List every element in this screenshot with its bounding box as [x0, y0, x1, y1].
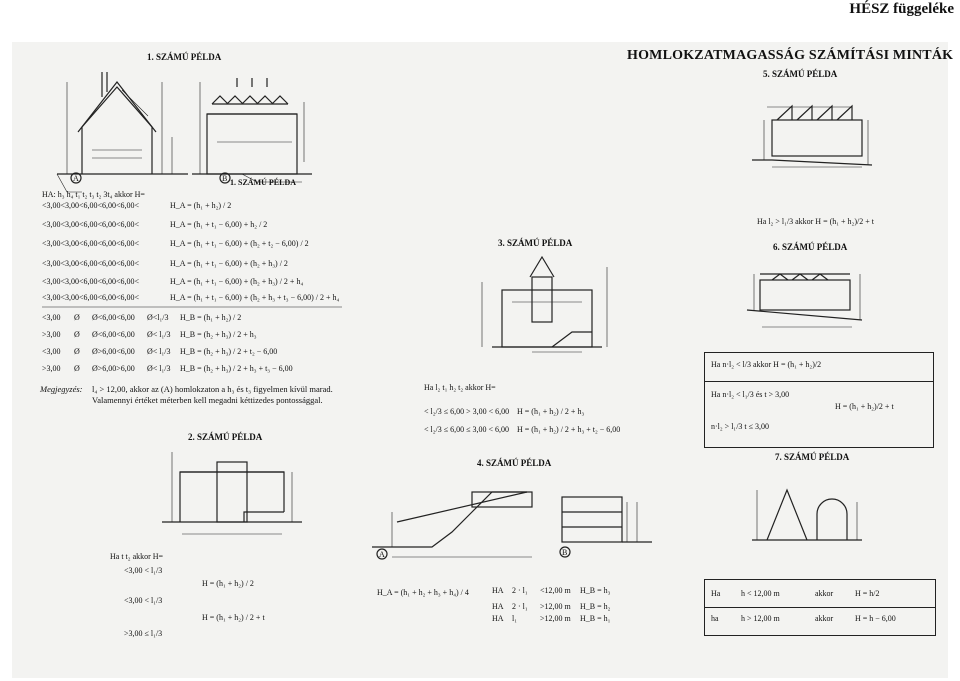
ex7-r2-b: h > 12,00 m [741, 614, 780, 623]
ex2-formula-2: H = (h₁ + h₂) / 2 + t [202, 613, 265, 622]
ex1-t2-r4-a: >3,00 [42, 364, 61, 373]
example-1-title: 1. SZÁMÚ PÉLDA [147, 52, 222, 62]
ex1-t2-r3-d: Ø< l₁/3 [147, 347, 171, 356]
example-1-subtitle: 1. SZÁMÚ PÉLDA [230, 178, 297, 187]
ex2-row-3: >3,00 ≤ l₁/3 [124, 629, 163, 638]
label-a-ex1: A [73, 174, 79, 183]
ex1-table-header: HA: h₃ h₄ t₁ t₂ t₃ t₂ 3t₄ akkor H= [42, 190, 145, 199]
ex4-r2-b: 2 · l₁ [512, 602, 528, 611]
label-b-ex1: B [222, 174, 228, 183]
ex2-table-header: Ha t t₂ akkor H= [110, 552, 164, 561]
note-line-1: l₄ > 12,00, akkor az (A) homlokzaton a h₃ és t₃ figyelmen kívül marad. [92, 384, 333, 394]
ex1-row-1-cond: <3,00<3,00<6,00<6,00<6,00< [42, 201, 140, 210]
ex3-row-2-cond: < l₂/3 ≤ 6,00 ≤ 3,00 < 6,00 [424, 425, 510, 434]
ex1-row-3-cond: <3,00<3,00<6,00<6,00<6,00< [42, 239, 140, 248]
ex2-row-2: <3,00 < l₁/3 [124, 596, 163, 605]
ex4-formula: H_A = (h₁ + h₂ + h₃ + h₄) / 4 [377, 588, 469, 597]
ex7-r1-d: H = h/2 [855, 589, 880, 598]
ex7-r2-c: akkor [815, 614, 834, 623]
ex7-formula-box [704, 579, 936, 636]
ex7-r1-b: h < 12,00 m [741, 589, 780, 598]
ex1-t2-r4-f: H_B = (h₂ + h₃) / 2 + h₃ + t₃ − 6,00 [180, 364, 293, 373]
ex1-t2-r2-b: Ø [74, 330, 80, 339]
ex1-roof-drawing [192, 78, 312, 183]
ex4-r2-d: H_B = h₂ [580, 602, 611, 611]
ex7-drawing [752, 490, 862, 540]
ex1-t2-r3-c: Ø>6,00<6,00 [92, 347, 135, 356]
ex1-row-4-cond: <3,00<3,00<6,00<6,00<6,00< [42, 259, 140, 268]
document-sheet [12, 42, 954, 678]
ex1-t2-r1-c: Ø<6,00<6,00 [92, 313, 135, 322]
ex1-t2-r1-b: Ø [74, 313, 80, 322]
note-label: Megjegyzés: [40, 384, 83, 394]
ex5-formula: Ha l₂ > l₁/3 akkor H = (h₁ + h₂)/2 + t [757, 217, 874, 226]
ex6-drawing [747, 274, 862, 327]
ex6-formula-box [704, 352, 934, 448]
ex4-r2-c: >12,00 m [540, 602, 571, 611]
ex2-drawing [162, 452, 302, 534]
ex1-t2-r4-d: Ø< l₁/3 [147, 364, 171, 373]
ex6-row-3: n·l₂ > l₁/3 t ≤ 3,00 [711, 422, 770, 431]
ex5-drawing [752, 106, 872, 167]
ex1-t2-r2-d: Ø< l₁/3 [147, 330, 171, 339]
ex1-t2-r4-c: Ø>6,00>6,00 [92, 364, 135, 373]
ex1-t2-r1-a: <3,00 [42, 313, 61, 322]
ex4-r3-b: l₁ [512, 614, 518, 623]
ex3-table-header: Ha l₂ t₁ h₂ t₂ akkor H= [424, 383, 496, 392]
ex1-row-2-cond: <3,00<3,00<6,00<6,00<6,00< [42, 220, 140, 229]
ex6-row-1: Ha n·l₂ < l/3 akkor H = (h₁ + h₂)/2 [711, 360, 822, 369]
ex1-row-6-formula: H_A = (h₁ + t₁ − 6,00) + (h₂ + h₃ + t₃ − 6,00) / 2 + h₄ [170, 293, 340, 302]
note-line-2: Valamennyi értéket méterben kell megadni kéttizedes pontossággal. [92, 395, 323, 405]
ex7-r2-a: ha [711, 614, 719, 623]
ex6-row-2: Ha n·l₂ < l₁/3 és t > 3,00 [711, 390, 790, 399]
ex1-t2-r2-a: >3,00 [42, 330, 61, 339]
ex1-row-4-formula: H_A = (h₁ + t₁ − 6,00) + (h₂ + h₃) / 2 [170, 259, 288, 268]
ex4-r1-d: H_B = h₃ [580, 586, 611, 595]
ex7-r1-c: akkor [815, 589, 834, 598]
ex4-r2-a: HA [492, 602, 504, 611]
ex1-t2-r1-f: H_B = (h₁ + h₂) / 2 [180, 313, 242, 322]
example-7-title: 7. SZÁMÚ PÉLDA [775, 452, 850, 462]
ex1-t2-r2-f: H_B = (h₂ + h₃) / 2 + h₃ [180, 330, 257, 339]
ex1-t2-r3-b: Ø [74, 347, 80, 356]
ex6-row-2-formula: H = (h₁ + h₂)/2 + t [835, 402, 894, 411]
label-b-ex4: B [562, 548, 568, 557]
ex4-a-drawing [372, 492, 532, 559]
ex1-t2-r1-d: Ø<l₁/3 [147, 313, 169, 322]
ex3-row-1-formula: H = (h₁ + h₂) / 2 + h₃ [517, 407, 585, 416]
ex1-t2-r2-c: Ø<6,00<6,00 [92, 330, 135, 339]
ex3-row-1-cond: < l₂/3 ≤ 6,00 > 3,00 < 6,00 [424, 407, 510, 416]
ex4-r3-a: HA [492, 614, 504, 623]
page-header: HÉSZ függeléke [849, 1, 954, 17]
ex1-row-1-formula: H_A = (h₁ + h₂) / 2 [170, 201, 232, 210]
ex2-row-1: <3,00 < l₁/3 [124, 566, 163, 575]
main-title: HOMLOKZATMAGASSÁG SZÁMÍTÁSI MINTÁK [627, 48, 954, 63]
example-4-title: 4. SZÁMÚ PÉLDA [477, 458, 552, 468]
ex4-r1-c: <12,00 m [540, 586, 571, 595]
ex1-row-5-cond: <3,00<3,00<6,00<6,00<6,00< [42, 277, 140, 286]
ex4-r1-a: HA [492, 586, 504, 595]
ex1-t2-r3-a: <3,00 [42, 347, 61, 356]
ex3-row-2-formula: H = (h₁ + h₂) / 2 + h₃ + t₂ − 6,00 [517, 425, 621, 434]
label-a-ex4: A [379, 550, 385, 559]
ex7-r2-d: H = h − 6,00 [855, 614, 896, 623]
example-3-title: 3. SZÁMÚ PÉLDA [498, 238, 573, 248]
example-6-title: 6. SZÁMÚ PÉLDA [773, 242, 848, 252]
ex7-r1-a: Ha [711, 589, 721, 598]
ex1-row-2-formula: H_A = (h₁ + t₁ − 6,00) + h₂ / 2 [170, 220, 268, 229]
ex4-b-drawing [560, 497, 652, 557]
ex1-row-6-cond: <3,00<3,00<6,00<6,00<6,00< [42, 293, 140, 302]
ex1-row-5-formula: H_A = (h₁ + t₁ − 6,00) + (h₂ + h₃) / 2 + h₄ [170, 277, 304, 286]
ex1-row-3-formula: H_A = (h₁ + t₁ − 6,00) + (h₂ + t₂ − 6,00) / 2 [170, 239, 309, 248]
ex1-t2-r3-f: H_B = (h₂ + h₃) / 2 + t₂ − 6,00 [180, 347, 278, 356]
ex4-r3-d: H_B = h₁ [580, 614, 611, 623]
example-5-title: 5. SZÁMÚ PÉLDA [763, 69, 838, 79]
ex3-drawing [482, 257, 607, 352]
ex4-r3-c: >12,00 m [540, 614, 571, 623]
ex1-t2-r4-b: Ø [74, 364, 80, 373]
example-2-title: 2. SZÁMÚ PÉLDA [188, 432, 263, 442]
ex4-r1-b: 2 · l₁ [512, 586, 528, 595]
ex2-formula-1: H = (h₁ + h₂) / 2 [202, 579, 254, 588]
